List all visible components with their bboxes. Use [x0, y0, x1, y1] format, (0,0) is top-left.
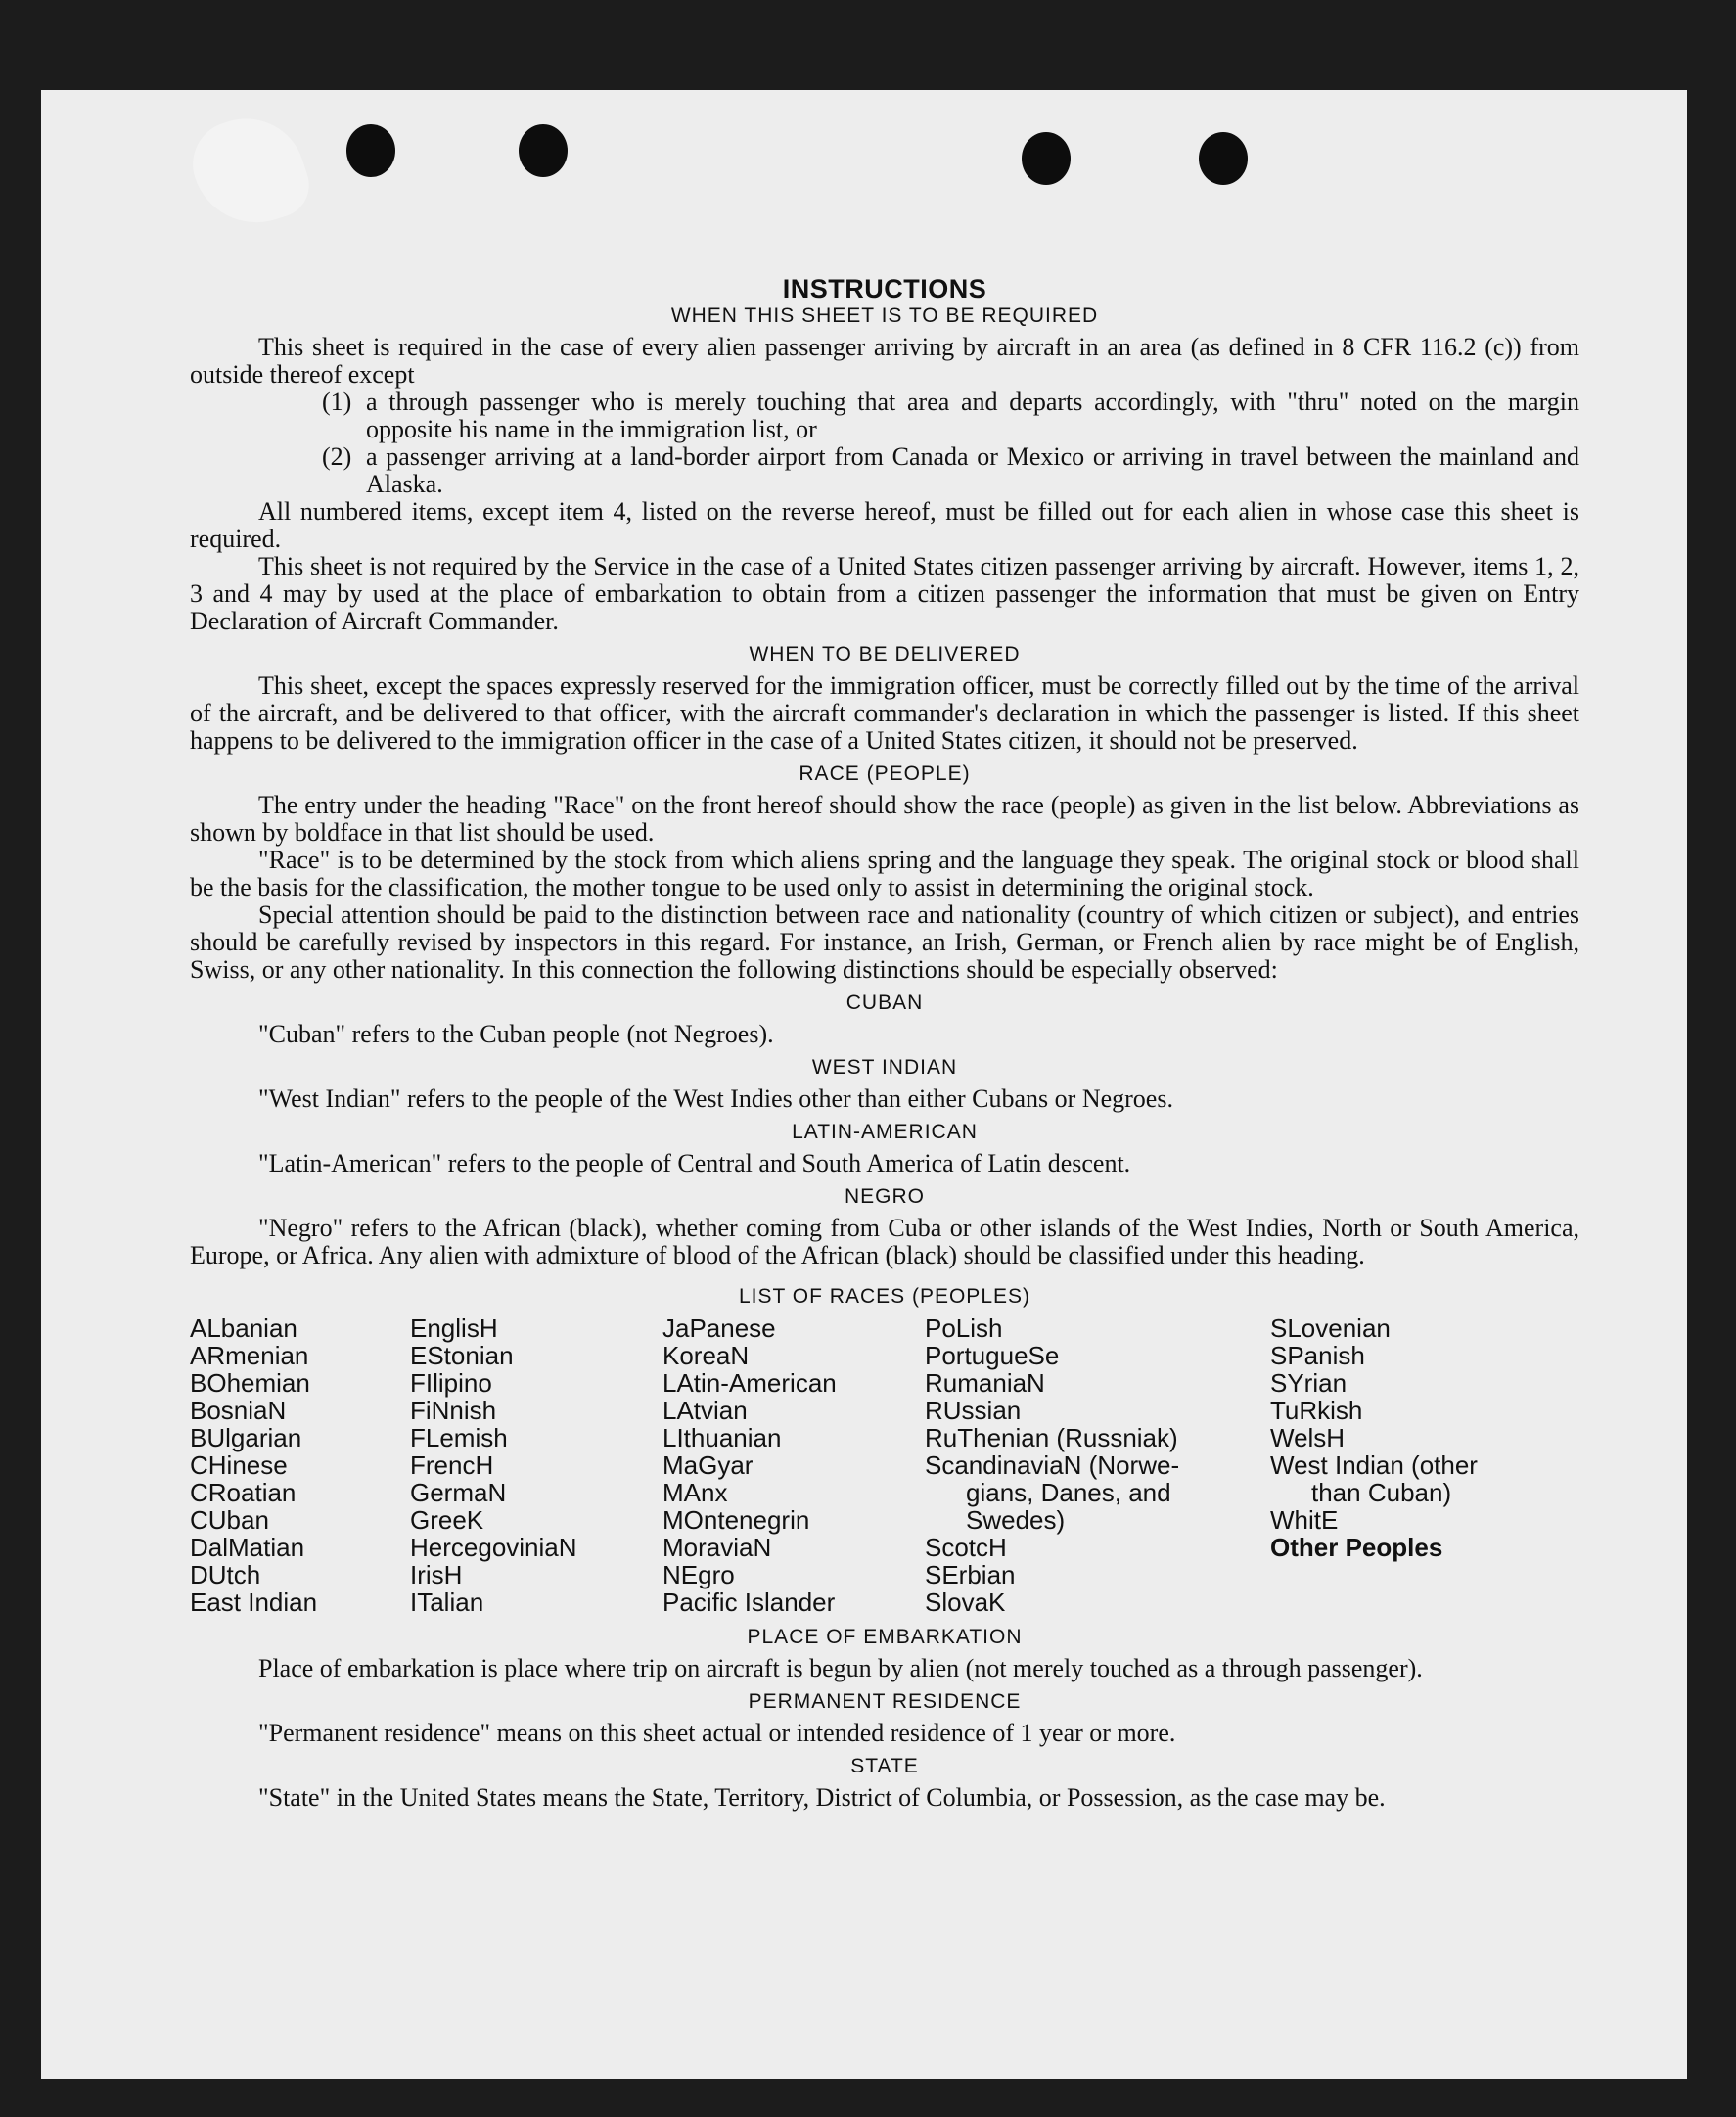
- race-item: LIthuanian: [662, 1423, 782, 1452]
- race-item: MaGyar: [662, 1450, 754, 1480]
- races-column-3: [662, 1314, 925, 1616]
- heading-cuban: CUBAN: [845, 991, 924, 1014]
- list-number: (1): [322, 388, 352, 416]
- race-item: PortugueSe: [925, 1341, 1060, 1370]
- race-item: SErbian: [925, 1560, 1016, 1589]
- heading-list-of-races: LIST OF RACES (PEOPLES): [738, 1285, 1031, 1308]
- race-item: West Indian (other: [1270, 1450, 1478, 1480]
- race-item: SYrian: [1270, 1368, 1348, 1398]
- paragraph: "Cuban" refers to the Cuban people (not Negroes).: [258, 1020, 774, 1048]
- heading-negro: NEGRO: [844, 1185, 925, 1208]
- race-item: ALbanian: [190, 1313, 297, 1343]
- race-item: TuRkish: [1270, 1396, 1363, 1425]
- heading-race: RACE (PEOPLE): [799, 762, 971, 785]
- races-column-2: [410, 1314, 662, 1616]
- race-item: Other Peoples: [1270, 1533, 1443, 1562]
- paragraph: Special attention should be paid to the distinction between race and nationality (country of which citizen or subject), and entries should be carefully revised by inspectors in this regard. For instance, an Irish, German, or French alien by race might be of English, Swiss, or any other nationality. In this connection the following distinctions should be especially observed:: [190, 900, 1579, 984]
- race-item: WhitE: [1270, 1505, 1339, 1535]
- list-item: [190, 443, 1579, 498]
- race-item: GreeK: [410, 1505, 484, 1535]
- race-item: CUban: [190, 1505, 269, 1535]
- punch-hole-4: [1199, 132, 1248, 185]
- paragraph: This sheet, except the spaces expressly reserved for the immigration officer, must be correctly filled out by the time of the arrival of the aircraft, and be delivered to that officer, with the aircraft commander's declaration in which the passenger is listed. If this sheet happens to be delivered to the immigration officer in the case of a United States citizen, it should not be preserved.: [190, 671, 1579, 755]
- race-item: IrisH: [410, 1560, 463, 1589]
- race-item: BosniaN: [190, 1396, 287, 1425]
- heading-when-delivered: WHEN TO BE DELIVERED: [749, 643, 1021, 666]
- race-item: DUtch: [190, 1560, 261, 1589]
- race-item-continued: gians, Danes, and: [966, 1478, 1171, 1507]
- punch-hole-3: [1022, 132, 1071, 185]
- races-column-1: [190, 1314, 410, 1616]
- heading-embarkation: PLACE OF EMBARKATION: [747, 1626, 1023, 1648]
- race-item: FrencH: [410, 1450, 494, 1480]
- document-page: [41, 90, 1687, 2079]
- races-table: [190, 1314, 1579, 1616]
- list-number: (2): [322, 442, 352, 471]
- race-item: KoreaN: [662, 1341, 750, 1370]
- race-item: RUssian: [925, 1396, 1022, 1425]
- race-item: EStonian: [410, 1341, 514, 1370]
- race-item: GermaN: [410, 1478, 507, 1507]
- race-item: SLovenian: [1270, 1313, 1391, 1343]
- race-item: ARmenian: [190, 1341, 309, 1370]
- paragraph: This sheet is required in the case of every alien passenger arriving by aircraft in an area (as defined in 8 CFR 116.2 (c)) from outside thereof except: [190, 333, 1579, 389]
- race-item: SlovaK: [925, 1588, 1006, 1617]
- race-item: WelsH: [1270, 1423, 1346, 1452]
- races-column-5: [1270, 1314, 1579, 1616]
- race-item: JaPanese: [662, 1313, 776, 1343]
- list-text: a through passenger who is merely touching that area and departs accordingly, with "thru" noted on the margin opposite his name in the immigration list, or: [366, 388, 1579, 443]
- race-item: BOhemian: [190, 1368, 310, 1398]
- race-item: LAtin-American: [662, 1368, 837, 1398]
- race-item: Pacific Islander: [662, 1588, 836, 1617]
- race-item-continued: Swedes): [966, 1505, 1066, 1535]
- race-item: CRoatian: [190, 1478, 297, 1507]
- list-item: [190, 389, 1579, 443]
- heading-permanent-residence: PERMANENT RESIDENCE: [748, 1690, 1022, 1713]
- race-item: RuThenian (Russniak): [925, 1423, 1178, 1452]
- race-item: ScandinaviaN (Norwe-: [925, 1450, 1180, 1480]
- heading-latin-american: LATIN-AMERICAN: [792, 1121, 978, 1143]
- paragraph: The entry under the heading "Race" on the front hereof should show the race (people) as given in the list below. Abbreviations as shown by boldface in that list should be used.: [190, 791, 1579, 847]
- paragraph: "West Indian" refers to the people of the West Indies other than either Cubans or Negroes.: [258, 1084, 1173, 1113]
- race-item: SPanish: [1270, 1341, 1365, 1370]
- race-item: MAnx: [662, 1478, 728, 1507]
- races-column-4: [925, 1314, 1270, 1616]
- race-item: LAtvian: [662, 1396, 748, 1425]
- paragraph: Place of embarkation is place where trip on aircraft is begun by alien (not merely touched as a through passenger).: [258, 1654, 1423, 1682]
- page-title: INSTRUCTIONS: [782, 274, 987, 303]
- race-item: PoLish: [925, 1313, 1003, 1343]
- race-item: NEgro: [662, 1560, 735, 1589]
- race-item: ScotcH: [925, 1533, 1007, 1562]
- race-item: MoraviaN: [662, 1533, 772, 1562]
- race-item: FiNnish: [410, 1396, 497, 1425]
- paragraph: "Latin-American" refers to the people of Central and South America of Latin descent.: [258, 1149, 1131, 1177]
- race-item-continued: than Cuban): [1311, 1478, 1452, 1507]
- punch-hole-1: [346, 124, 395, 177]
- heading-west-indian: WEST INDIAN: [811, 1056, 958, 1079]
- race-item: CHinese: [190, 1450, 288, 1480]
- heading-state: STATE: [850, 1755, 919, 1777]
- race-item: FLemish: [410, 1423, 508, 1452]
- list-text: a passenger arriving at a land-border airport from Canada or Mexico or arriving in travel between the mainland and Alaska.: [366, 442, 1579, 498]
- race-item: DalMatian: [190, 1533, 305, 1562]
- race-item: EnglisH: [410, 1313, 498, 1343]
- paragraph: "State" in the United States means the State, Territory, District of Columbia, or Possession, as the case may be.: [258, 1783, 1386, 1812]
- paragraph: "Race" is to be determined by the stock from which aliens spring and the language they speak. The original stock or blood shall be the basis for the classification, the mother tongue to be used only to assist in determining the original stock.: [190, 846, 1579, 901]
- instructions-content: [190, 180, 1579, 1812]
- paragraph: "Negro" refers to the African (black), whether coming from Cuba or other islands of the West Indies, North or South America, Europe, or Africa. Any alien with admixture of blood of the African (black) should be classified under this heading.: [190, 1214, 1579, 1269]
- race-item: RumaniaN: [925, 1368, 1045, 1398]
- race-item: East Indian: [190, 1588, 318, 1617]
- race-item: MOntenegrin: [662, 1505, 810, 1535]
- paragraph: This sheet is not required by the Service in the case of a United States citizen passenger arriving by aircraft. However, items 1, 2, 3 and 4 may by used at the place of embarkation to obtain from a citizen passenger the information that must be given on Entry Declaration of Aircraft Commander.: [190, 552, 1579, 635]
- race-item: ITalian: [410, 1588, 484, 1617]
- heading-when-required: WHEN THIS SHEET IS TO BE REQUIRED: [670, 304, 1099, 327]
- race-item: BUlgarian: [190, 1423, 302, 1452]
- race-item: FIlipino: [410, 1368, 492, 1398]
- paragraph: All numbered items, except item 4, listed on the reverse hereof, must be filled out for each alien in whose case this sheet is required.: [190, 497, 1579, 553]
- punch-hole-2: [519, 124, 568, 177]
- paragraph: "Permanent residence" means on this sheet actual or intended residence of 1 year or more.: [258, 1719, 1176, 1747]
- race-item: HercegoviniaN: [410, 1533, 577, 1562]
